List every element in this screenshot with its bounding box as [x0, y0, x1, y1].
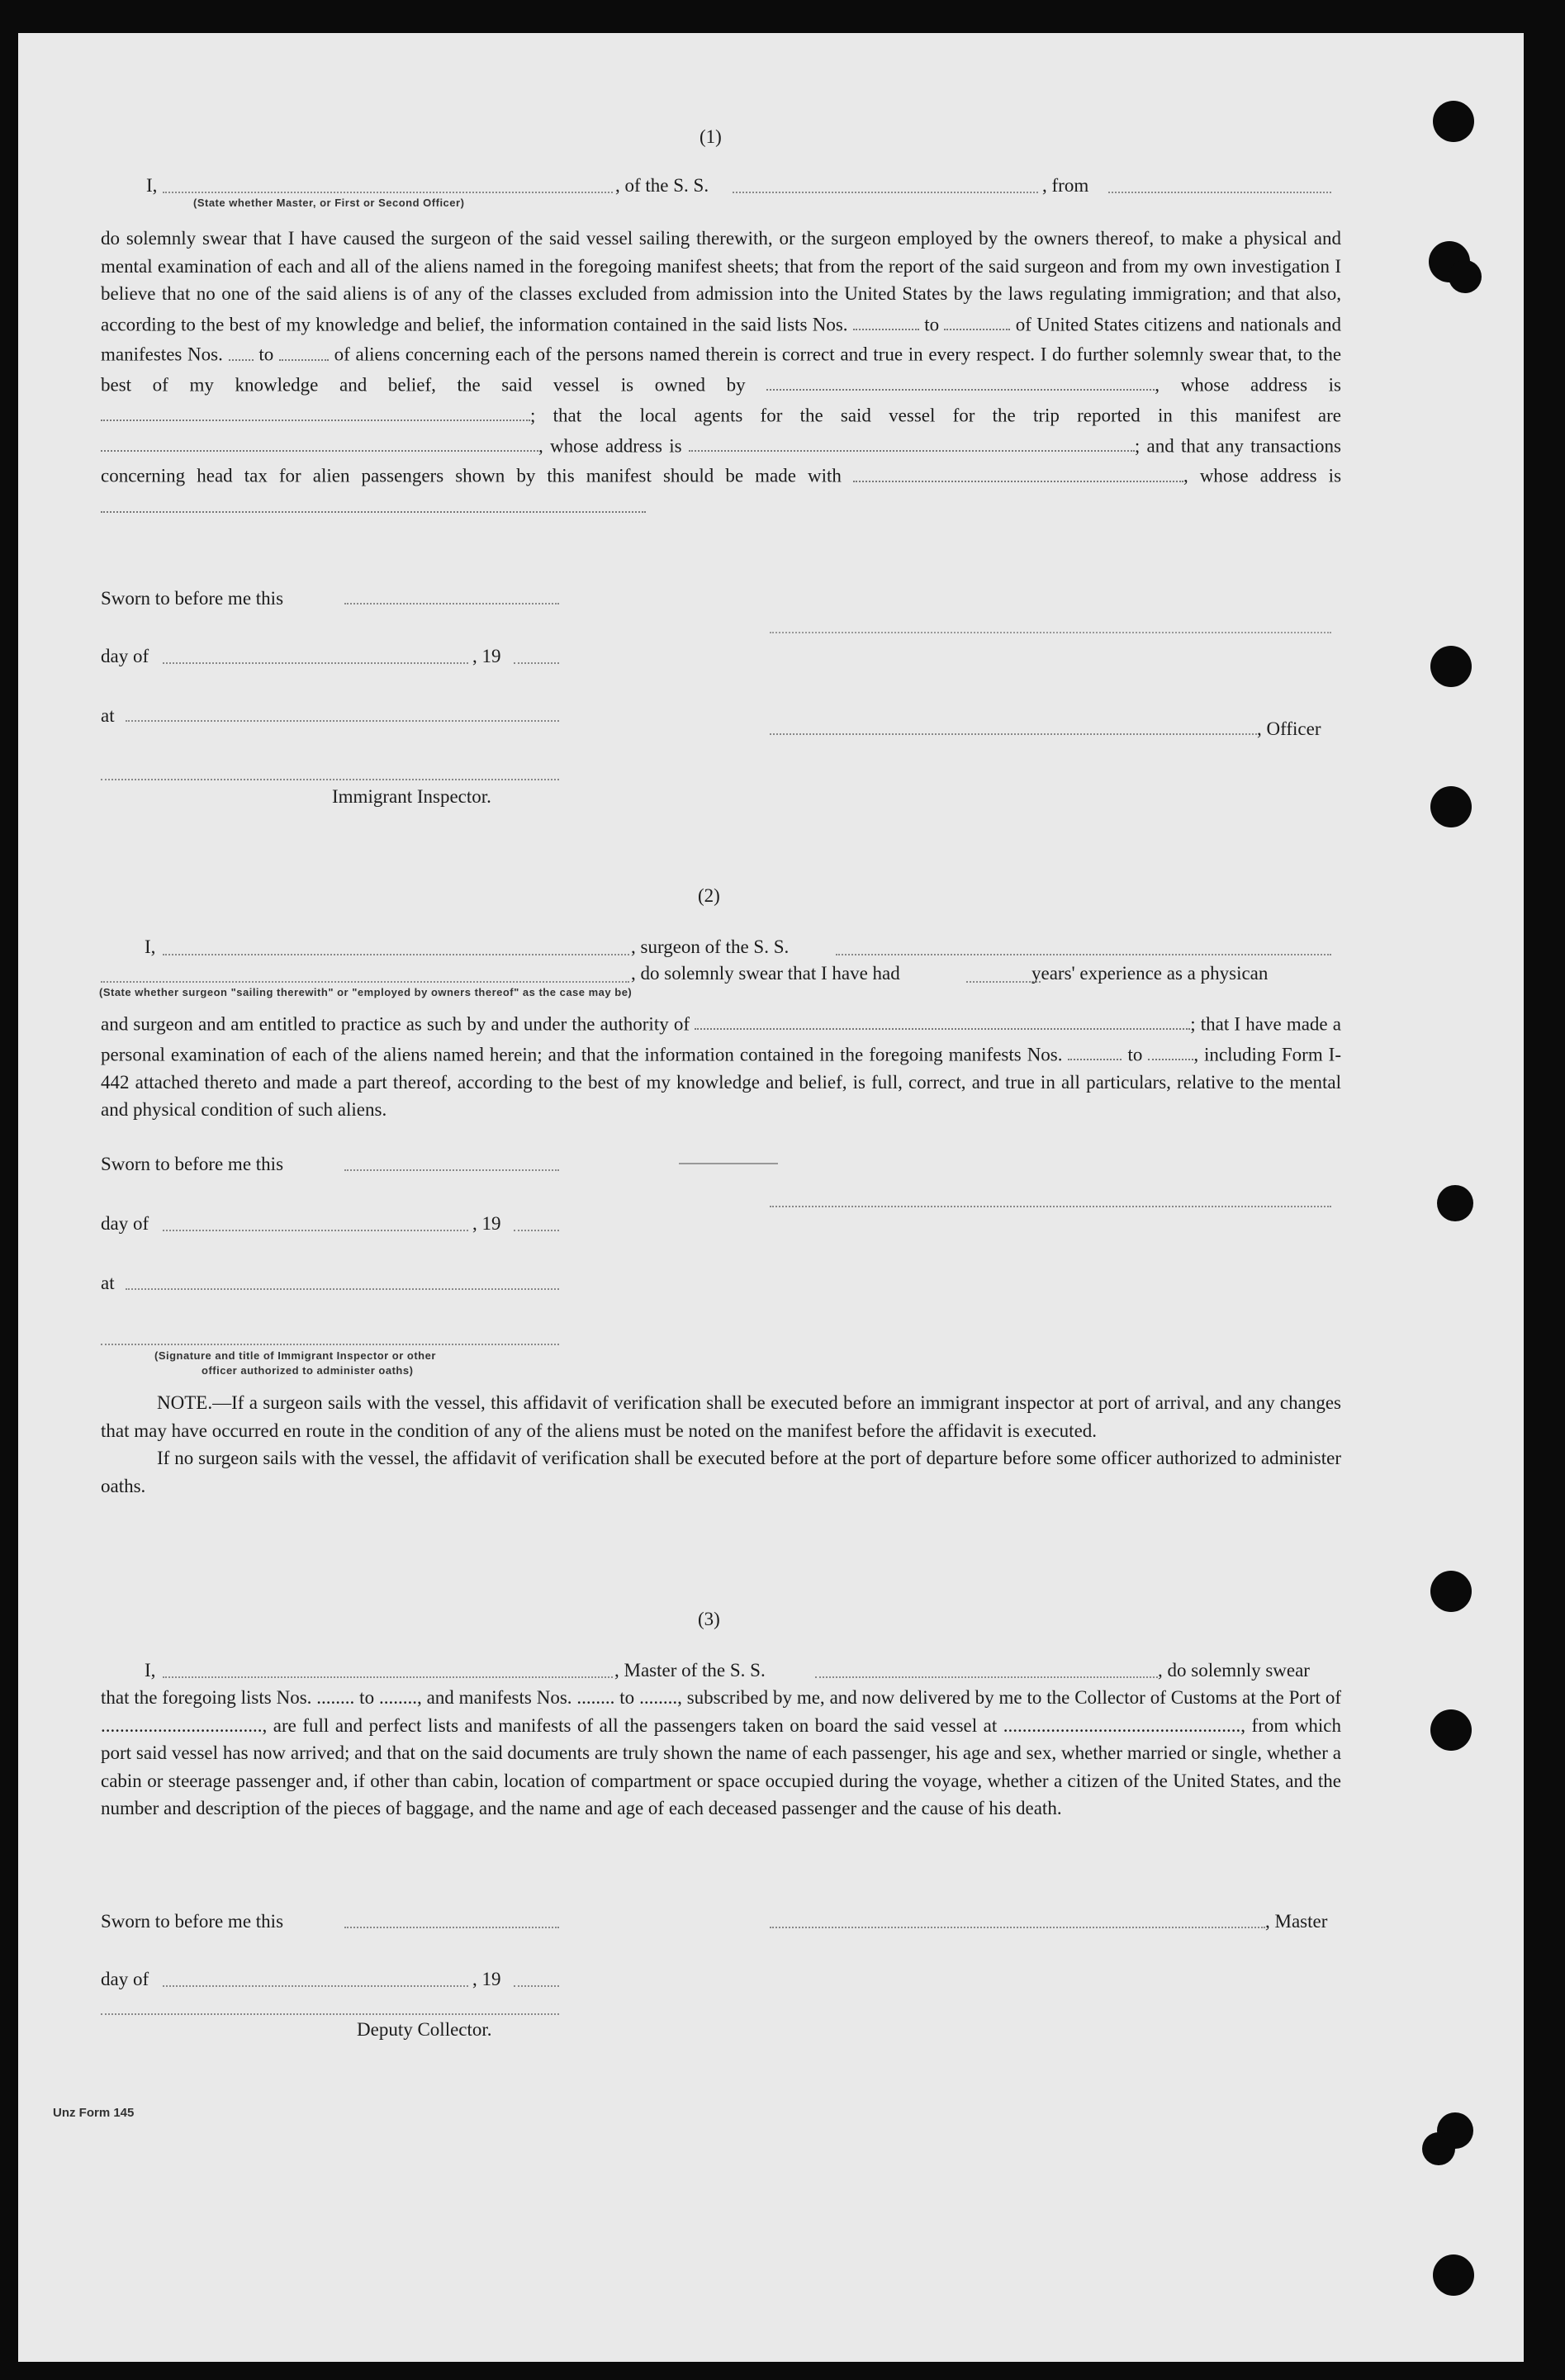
s2-surgeon-of-label: , surgeon of the S. S.	[631, 936, 790, 957]
s1-body-2: of United States citizens and nationals and manifestes Nos.	[101, 313, 1342, 365]
s2-note-para-2: If no surgeon sails with the vessel, the affidavit of verification shall be executed before at the port of departure before some officer authorized to administer oaths.	[101, 1448, 1341, 1496]
s2-at-field[interactable]	[126, 1288, 559, 1290]
s1-sworn-field[interactable]	[344, 603, 559, 604]
s1-at-field[interactable]	[126, 720, 559, 722]
form-number: Unz Form 145	[53, 2106, 135, 2120]
s2-body-paragraph: and surgeon and am entitled to practice as such by and under the authority of ; that I have made a personal examination of each of the aliens named herein; and that the information contained in the foregoing manifests Nos. to , including Form I-442 attached thereto and made a part thereof, according to the best of my knowledge and belief, is full, correct, and true in all particulars, relative to the mental and physical condition of such aliens.	[101, 1007, 1341, 1124]
s2-note-block	[101, 1389, 1341, 1500]
s2-day-of-label: day of	[101, 1213, 149, 1234]
s3-body-paragraph	[101, 1684, 1341, 1823]
s1-whose-address-3: whose address is	[1199, 465, 1342, 486]
s2-sig-note-2: officer authorized to administer oaths)	[202, 1364, 414, 1377]
s2-year-field[interactable]	[514, 1230, 559, 1231]
s1-i-label: I,	[146, 175, 158, 196]
s1-inspector-label: Immigrant Inspector.	[332, 786, 491, 807]
s2-vessel-field[interactable]	[836, 954, 1331, 955]
punch-hole-8	[1430, 1709, 1472, 1751]
s3-year-field[interactable]	[514, 1985, 559, 1987]
punch-hole-11	[1433, 2254, 1474, 2296]
s1-body-paragraph: do solemnly swear that I have caused the surgeon of the said vessel sailing therewith, or the surgeon employed by the owners thereof, to make a physical and mental examination of each and all of the aliens named in the foregoing manifest sheets; that from the report of the said surgeon and from my own investigation I believe that no one of the said aliens is of any of the classes excluded from admission into the United States by the laws regulating immigration; and that also, according to the best of my knowledge and belief, the information contained in the said lists Nos. to of United States citizens and nationals and manifestes Nos. to of aliens concerning each of the persons named therein is correct and true in every respect. I do further solemnly swear that, to the best of my knowledge and belief, the said vessel is owned by , whose address is ; that the local agents for the said vessel for the trip reported in this manifest are , whose address is ; and that any transactions concerning head tax for alien passengers shown by this manifest should be made with , whose address is	[101, 225, 1341, 520]
s1-body-4: ; that the local agents for the said vessel for the trip reported in this manifest are	[530, 405, 1341, 426]
s1-name-field[interactable]	[163, 192, 613, 193]
s1-lists-from-field[interactable]	[853, 308, 919, 330]
s1-day-of-label: day of	[101, 646, 149, 666]
s2-surgeon-note: (State whether surgeon "sailing therewith" or "employed by owners thereof" as the case may be)	[99, 986, 633, 998]
s3-deputy-label: Deputy Collector.	[357, 2019, 492, 2040]
s1-whose-address-1: , whose address is	[1155, 374, 1341, 396]
s2-sworn-label: Sworn to before me this	[101, 1154, 284, 1174]
s2-manifests-to-field[interactable]	[1148, 1038, 1193, 1060]
document-page	[18, 33, 1524, 2362]
s1-at-label: at	[101, 705, 115, 726]
s2-body-3: , including Form I-442 attached thereto and made a part thereof, according to the best of my knowledge and belief, is full, correct, and true in all particulars, relative to the mental and physical condition of such aliens.	[101, 1044, 1341, 1121]
s2-year-label: , 19	[472, 1213, 501, 1234]
punch-hole-3	[1449, 260, 1482, 293]
s1-to-b: to	[258, 344, 274, 365]
s2-name-field[interactable]	[163, 954, 629, 955]
section-2-number: (2)	[698, 885, 720, 906]
s1-head-tax-address-field[interactable]	[101, 490, 646, 512]
s1-year-field[interactable]	[514, 662, 559, 664]
s3-sworn-label: Sworn to before me this	[101, 1911, 284, 1932]
s1-manifests-from-field[interactable]	[229, 338, 254, 360]
s1-from-field[interactable]	[1108, 192, 1331, 193]
punch-hole-7	[1430, 1571, 1472, 1612]
s1-signature-line[interactable]	[770, 632, 1331, 633]
punch-hole-1	[1433, 101, 1474, 142]
s3-swear-label: , do solemnly swear	[1158, 1660, 1310, 1681]
s3-day-of-label: day of	[101, 1969, 149, 1989]
s3-day-field[interactable]	[163, 1985, 468, 1987]
s2-body-1: and surgeon and am entitled to practice as such by and under the authority of	[101, 1013, 690, 1035]
s1-to-a: to	[924, 313, 940, 334]
s1-body-5: ; and that any transactions concerning head tax for alien passengers shown by this manifest should be made with	[101, 434, 1341, 486]
punch-hole-10	[1422, 2132, 1455, 2165]
s3-master-label: , Master	[1265, 1911, 1328, 1932]
s1-inspector-sign-field[interactable]	[101, 779, 559, 780]
s2-manifests-from-field[interactable]	[1068, 1038, 1122, 1060]
s2-inspector-sign-field[interactable]	[101, 1344, 559, 1345]
s1-day-field[interactable]	[163, 662, 468, 664]
s2-signature-line[interactable]	[770, 1206, 1331, 1207]
s3-master-of-label: , Master of the S. S.	[614, 1660, 766, 1681]
punch-hole-5	[1430, 786, 1472, 827]
s3-deputy-sign-field[interactable]	[101, 2013, 559, 2015]
s1-body-3: of aliens concerning each of the persons named therein is correct and true in every respect. I do further solemnly swear that, to the best of my knowledge and belief, the said vessel is owned by	[101, 344, 1342, 396]
s3-sworn-field[interactable]	[344, 1927, 559, 1928]
s2-at-label: at	[101, 1273, 115, 1293]
s2-note-para-1: NOTE.—If a surgeon sails with the vessel, this affidavit of verification shall be executed before an immigrant inspector at port of arrival, and any changes that may have occurred en route in the condition of any of the aliens must be noted on the manifest before the affidavit is executed.	[101, 1392, 1341, 1441]
s2-to: to	[1127, 1044, 1143, 1065]
s1-whose-address-2: , whose address is	[538, 434, 682, 456]
s1-head-tax-field[interactable]	[853, 459, 1183, 481]
s1-from-label: , from	[1042, 175, 1089, 196]
s3-body: that the foregoing lists Nos. ........ to ........, and manifests Nos. ........ to ........, subscribed by me, and now delivered by me to the Collector of Customs at the Port of .................................., are full and perfect lists and manifests of all the passengers taken on board the said vessel at .................................................., from which port said vessel has now arrived; and that on the said documents are truly shown the name of each passenger, his age and sex, whether married or single, whether a cabin or steerage passenger and, if other than cabin, location of compartment or space occupied during the voyage, whether a citizen of the United States, and the number and description of the pieces of baggage, and the name and age of each deceased passenger and the cause of his death.	[101, 1687, 1341, 1818]
s1-of-ss-label: , of the S. S.	[615, 175, 709, 196]
s3-name-field[interactable]	[163, 1676, 613, 1678]
s1-officer-note: (State whether Master, or First or Second Officer)	[193, 197, 465, 209]
s2-name-field-2[interactable]	[101, 981, 629, 983]
s2-i-label: I,	[145, 936, 156, 957]
s1-owner-field[interactable]	[766, 368, 1155, 391]
s1-agents-field[interactable]	[101, 429, 538, 452]
s1-agents-address-field[interactable]	[689, 429, 1135, 452]
s1-owner-address-field[interactable]	[101, 399, 530, 421]
s1-lists-to-field[interactable]	[944, 308, 1010, 330]
s2-authority-field[interactable]	[695, 1007, 1190, 1030]
s2-body-2: that I have made a personal examination of each of the aliens named herein; and that the information contained in the foregoing manifests Nos.	[101, 1013, 1342, 1065]
s2-sig-note-1: (Signature and title of Immigrant Inspector or other	[154, 1349, 436, 1362]
s2-years-field[interactable]	[966, 981, 1041, 983]
s1-officer-label: , Officer	[1257, 718, 1321, 739]
s3-master-sign-field[interactable]	[770, 1927, 1265, 1928]
s3-vessel-field[interactable]	[815, 1676, 1158, 1678]
s1-manifests-to-field[interactable]	[279, 338, 329, 360]
s1-body-1: do solemnly swear that I have caused the surgeon of the said vessel sailing therewith, or the surgeon employed by the owners thereof, to make a physical and mental examination of each and all of the aliens named in the foregoing manifest sheets; that from the report of the said surgeon and from my own investigation I believe that no one of the said aliens is of any of the classes excluded from admission into the United States by the laws regulating immigration; and that also, according to the best of my knowledge and belief, the information contained in the said lists Nos.	[101, 228, 1341, 334]
s3-i-label: I,	[145, 1660, 156, 1681]
s2-swear-label: , do solemnly swear that I have had	[631, 963, 900, 984]
punch-hole-6	[1437, 1185, 1473, 1221]
s1-vessel-field[interactable]	[733, 192, 1038, 193]
s2-day-field[interactable]	[163, 1230, 468, 1231]
s1-officer-field[interactable]	[770, 733, 1257, 735]
section-3-number: (3)	[698, 1609, 720, 1629]
s2-sworn-field[interactable]	[344, 1169, 559, 1171]
punch-hole-4	[1430, 646, 1472, 687]
section-1-number: (1)	[700, 126, 722, 147]
s2-years-exp-label: years' experience as a physican	[1031, 963, 1269, 984]
s1-year-label: , 19	[472, 646, 501, 666]
s1-sworn-label: Sworn to before me this	[101, 588, 284, 609]
s3-year-label: , 19	[472, 1969, 501, 1989]
s2-signature-line-top[interactable]	[679, 1163, 778, 1164]
